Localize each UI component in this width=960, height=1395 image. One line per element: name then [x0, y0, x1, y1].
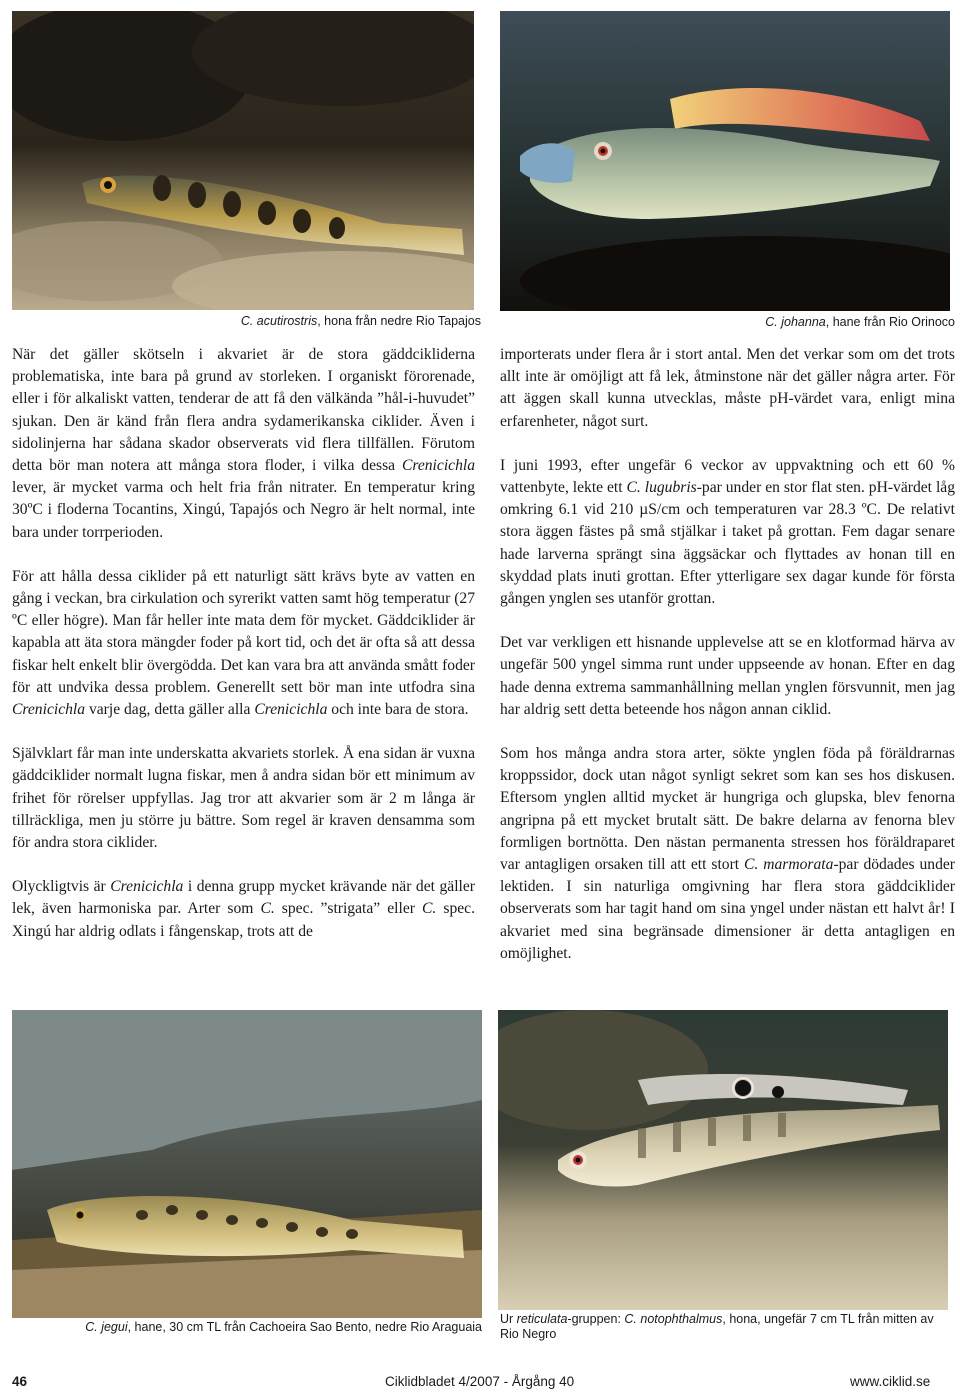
right-paragraph-3: Det var verkligen ett hisnande upplevelse att se en klotformad härva av ungefär 500 yngel simma runt under uppseende av honan. Efter en dag hade denna extrema sammanhållning mellan ynglen försvunnit, men jag har aldrig sett detta beteende hos någon annan ciklid.	[500, 634, 955, 718]
photo-acutirostris	[12, 11, 474, 310]
photo-notophthalmus	[498, 1010, 948, 1310]
left-column	[12, 344, 475, 943]
left-paragraph-3: Självklart får man inte underskatta akvariets storlek. Å ena sidan är vuxna gäddciklider normalt lugna fiskar, men å andra sidan bör ett minimum av frihet för rörelser uppfyllas. Jag tror att akvarier som är 2 m långa är tillräckliga, men ju större ju bättre. Som regel är kraven densamma som för andra stora ciklider.	[12, 745, 475, 852]
left-paragraph-4: Olyckligtvis är Crenicichla i denna grupp mycket krävande när det gäller lek, även harmoniska par. Arter som C. spec. ”strigata” eller C. spec. Xingú har aldrig odlats i fångenskap, trots att de	[12, 878, 475, 940]
right-paragraph-4: Som hos många andra stora arter, sökte ynglen föda på föräldrarnas kroppssidor, dock utan något synligt sekret som kan ses hos diskusen. Eftersom ynglen alltid mycket är hungriga och glupska, blev fenorna angripna på ett mycket brutalt sätt. De bakre delarna av fenorna blev formligen bortnötta. Den nästan permanenta stressen hos föräldraparet var antagligen orsaken till att ett stort C. marmorata-par dödades under lektiden. I sin naturliga omgivning har flera stora gäddciklider observerats som har tagit hand om sina yngel under nästan ett halvt år! I akvariet med sina begränsade dimensioner är detta antagligen en omöjlighet.	[500, 745, 955, 962]
right-paragraph-1: importerats under flera år i stort antal. Men det verkar som om det trots allt inte är omöjligt att få lek, åtminstone när det gäller några arter. För att äggen skall kunna utvecklas, måste pH-värdet vara, enligt mina erfarenheter, något surt.	[500, 346, 955, 430]
page-number: 46	[12, 1374, 28, 1389]
left-paragraph-1: När det gäller skötseln i akvariet är de stora gäddcikliderna problematiska, inte bara på grund av storleken. I organiskt förorenade, eller i för alkaliskt vatten, tenderar de att få den välkända ”hål-i-huvudet” sjukan. Den är känd från flera andra sydamerikanska ciklider. Även i sidolinjerna har sådana skador observerats vid flera tillfällen. Förutom detta bör man notera att många stora floder, i vilka dessa Crenicichla lever, är mycket varma och helt fria från nitrater. En temperatur kring 30ºC i floderna Tocantins, Xingú, Tapajós och Negro är helt normal, inte bara under torrperioden.	[12, 346, 475, 541]
caption-notophthalmus: Ur reticulata-gruppen: C. notophthalmus, hona, ungefär 7 cm TL från mitten av Rio Negro	[500, 1312, 934, 1341]
left-paragraph-2: För att hålla dessa ciklider på ett naturligt sätt krävs byte av vatten en gång i veckan, bra cirkulation och syrerikt vatten samt hög temperatur (27 ºC eller högre). Man får heller inte mata dem för mycket. Gäddciklider är kapabla att äta stora mängder foder på kort tid, och det är ofta så att dessa fiskar helt enkelt blir övergödda. Det kan vara bra att använda smått foder för att undvika dessa problem. Generellt sett bör man inte utfodra sina Crenicichla varje dag, detta gäller alla Crenicichla och inte bara de stora.	[12, 567, 475, 719]
caption-acutirostris: C. acutirostris, hona från nedre Rio Tapajos	[240, 314, 481, 328]
photo-jegui	[12, 1010, 482, 1318]
photo-johanna	[500, 11, 950, 311]
caption-jegui: C. jegui, hane, 30 cm TL från Cachoeira Sao Bento, nedre Rio Araguaia	[85, 1320, 482, 1334]
website-url[interactable]: www.ciklid.se	[850, 1374, 931, 1389]
right-column	[500, 344, 955, 965]
magazine-issue: Ciklidbladet 4/2007 - Årgång 40	[385, 1374, 575, 1389]
right-paragraph-2: I juni 1993, efter ungefär 6 veckor av uppvaktning och ett 60 % vattenbyte, lekte ett C. lugubris-par under en stor flat sten. pH-värdet låg omkring 6.1 vid 210 µS/cm och temperaturen var 28.3 ºC. De relativt stora äggen fästes på små stjälkar i taket på grottan. Fem dagar senare hade larverna sprängt sina äggsäckar och flyttades av honan till en skyddad plats inuti grottan. Efter ytterligare sex dagar kunde för första gången ynglen ses utanför grottan.	[500, 456, 955, 608]
caption-johanna: C. johanna, hane från Rio Orinoco	[765, 315, 955, 329]
